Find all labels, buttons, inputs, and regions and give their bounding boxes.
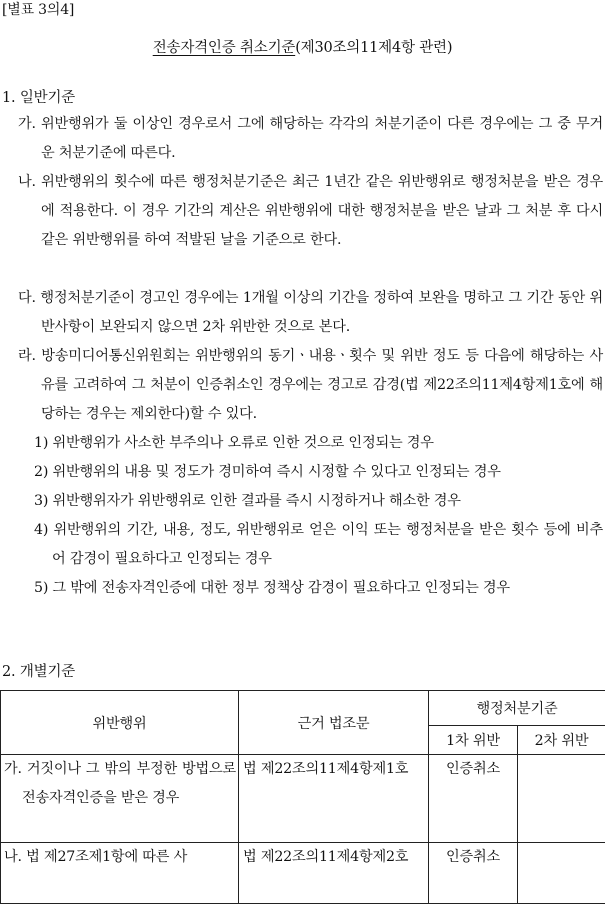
header-second-violation: 2차 위반 [518,726,605,755]
mitigation-item-3: 3) 위반행위자가 위반행위로 인한 결과를 즉시 시정하거나 해소한 경우 [34,487,603,516]
general-item-na: 나. 위반행위의 횟수에 따른 행정처분기준은 최근 1년간 같은 위반행위로 행정처분을 받은 경우에 적용한다. 이 경우 기간의 계산은 위반행위에 대한 행정처분을 받은 날과 그 처분 후 다시 같은 위반행위를 하여 적발된 날을 기준으로 한다. [18,168,603,255]
general-item-da: 다. 행정처분기준이 경고인 경우에는 1개월 이상의 기간을 정하여 보완을 명하고 그 기간 동안 위반사항이 보완되지 않으면 2차 위반한 것으로 본다. [18,284,603,342]
cell-law: 법 제22조의11제4항제1호 [239,755,429,843]
mitigation-item-5: 5) 그 밖에 전송자격인증에 대한 정부 정책상 감경이 필요하다고 인정되는 경우 [34,574,603,603]
criteria-table [0,690,605,904]
annex-tag: [별표 3의4] [2,0,74,20]
cell-violation: 가. 거짓이나 그 밖의 부정한 방법으로 전송자격인증을 받은 경우 [1,755,239,843]
section-individual-heading: 2. 개별기준 [2,662,75,682]
title-main: 전송자격인증 취소기준 [153,40,295,56]
title-suffix: (제30조의11제4항 관련) [295,40,452,56]
header-penalty: 행정처분기준 [429,691,605,726]
mitigation-item-2: 2) 위반행위의 내용 및 정도가 경미하여 즉시 시정할 수 있다고 인정되는 경우 [34,458,603,487]
cell-violation: 나. 법 제27조제1항에 따른 사 [1,843,239,904]
general-item-ra: 라. 방송미디어통신위원회는 위반행위의 동기ㆍ내용ㆍ횟수 및 위반 정도 등 다음에 해당하는 사유를 고려하여 그 처분이 인증취소인 경우에는 경고로 감경(법 제22조의11제4항제1호에 해당하는 경우는 제외한다)할 수 있다. [18,342,603,429]
header-law: 근거 법조문 [239,691,429,755]
header-first-violation: 1차 위반 [429,726,518,755]
mitigation-item-4: 4) 위반행위의 기간, 내용, 정도, 위반행위로 얻은 이익 또는 행정처분을 받은 횟수 등에 비추어 감경이 필요하다고 인정되는 경우 [34,516,603,574]
header-violation: 위반행위 [1,691,239,755]
cell-second-penalty [518,843,605,904]
section-general-heading: 1. 일반기준 [2,88,75,108]
general-item-ga: 가. 위반행위가 둘 이상인 경우로서 그에 해당하는 각각의 처분기준이 다른 경우에는 그 중 무거운 처분기준에 따른다. [18,110,603,168]
cell-first-penalty: 인증취소 [429,755,518,843]
table-row [1,843,605,904]
cell-second-penalty [518,755,605,843]
cell-law: 법 제22조의11제4항제2호 [239,843,429,904]
cell-first-penalty: 인증취소 [429,843,518,904]
document-title [0,38,605,58]
mitigation-item-1: 1) 위반행위가 사소한 부주의나 오류로 인한 것으로 인정되는 경우 [34,429,603,458]
table-row [1,755,605,843]
